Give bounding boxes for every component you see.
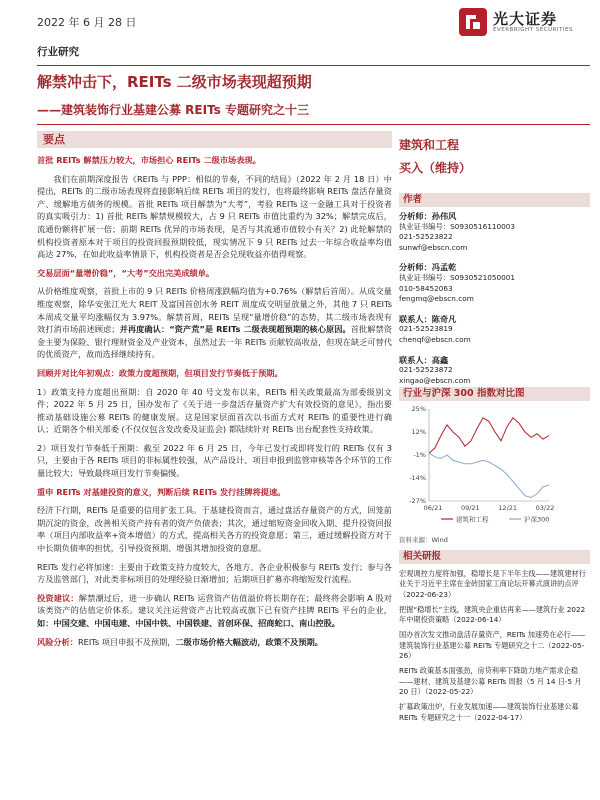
paragraph-bold: 并再度确认：“资产荒”是 REITs 二级表现超预期的核心原因。 — [119, 324, 351, 335]
chart-svg — [399, 401, 590, 531]
analyst-name: 分析师：孙伟风 — [399, 211, 457, 221]
logo-en: EVERBRIGHT SECURITIES — [493, 27, 573, 33]
analyst-line: chenqf@ebscn.com — [399, 334, 471, 344]
paragraph: 1）政策支持力度超出预期：自 2020 年 40 号文发布以来，REITs 相关政策最高为部委级别文件；2022 年 5 月 25 日，国办发布了《关于进一步盘活存量资产扩大有效投资的意见》，指出要推动基础设施公募 REITs 的健康发展。这是国家层面首次以书面方式对 REITs 的重要性进行确认；近期各个相关部委 (不仅仅包含发改委及证监会) 都陆续针对 REITs 出台配套性支持政策。 — [37, 386, 392, 435]
legend-label: 沪深300 — [524, 515, 550, 524]
paragraph-text: REITs 项目申报不及预期， — [77, 636, 176, 647]
investment-advice-label: 投资建议： — [37, 592, 79, 603]
x-tick-label: 09/21 — [460, 504, 480, 512]
logo-mark-icon — [459, 8, 487, 36]
paragraph-text: 从价格维度观察，首批上市的 9 只 REITs 价格周涨跌幅均值为+0.76%（解禁后首周）。从成交量维度观察，除华安张江光大 REIT 及富国首创水务 REIT 周度成交明显放量之外，其他 7 只 REITs 本周成交量平均涨幅仅为 3.97%。解禁首周，REITs 呈现“量增价稳”的态势，其二级市场表现有效打消市场前述顾虑； — [37, 286, 392, 335]
analyst-line: fengmq@ebscn.com — [399, 294, 474, 304]
related-label: 相关研报 — [399, 550, 590, 564]
analyst-block — [399, 262, 590, 304]
analyst-line: 021-52523819 — [399, 324, 453, 334]
paragraph — [37, 285, 392, 361]
side-column — [399, 131, 590, 722]
analyst-line: xingao@ebscn.com — [399, 375, 471, 385]
analyst-line: 021-52523872 — [399, 365, 453, 375]
rating-sector: 建筑和工程 — [399, 138, 460, 152]
paragraph-text: 解禁潮过后，进一步确认 REITs 运营资产估值溢价将长期存在；最终将会影响 A 股对该类资产的估值定价体系。建议关注运营资产占比较高或旗下已有资产挂牌 REITs 平台的企业， — [37, 592, 392, 616]
highlight-heading: 回顾并对比年初观点：政策力度超预期，但项目发行节奏低于预期。 — [37, 367, 283, 378]
paragraph — [37, 592, 392, 630]
related-item[interactable]: REITs 政策基本面强劲，房贷利率下降助力地产需求企稳——建材、建筑及基建公募 REITs 周报（5 月 14 日-5 月 20 日）（2022-05-22） — [399, 666, 582, 696]
report-category: 行业研究 — [37, 46, 79, 58]
analyst-block — [399, 355, 590, 387]
highlight-heading: 首批 REITs 解禁压力较大，市场担心 REITs 二级市场表现。 — [37, 155, 261, 165]
y-tick-label: 25% — [411, 405, 426, 413]
analyst-block — [399, 314, 590, 346]
analyst-line: 021-52523822 — [399, 232, 453, 242]
report-title: 解禁冲击下，REITs 二级市场表现超预期 — [37, 73, 312, 91]
divider — [37, 65, 590, 66]
analyst-line: 执业证书编号：S0930516110003 — [399, 221, 516, 231]
analyst-line: sunwf@ebscn.com — [399, 242, 468, 252]
paragraph: 2）项目发行节奏低于预期：截至 2022 年 6 月 25 日，今年已发行或即将发行的 REITs 仅有 3 只，主要由于各 REITs 项目的非标属性较强，从产品设计、项目申报到监管审核等各个环节的工作量比较大；导致最终项目发行节奏偏慢。 — [37, 442, 392, 479]
y-tick-label: 12% — [411, 428, 426, 436]
paragraph-text: 首批解禁资金主要为保险、银行理财资金及产业资本，虽然过去一年 REITs 贡献较高收益，但现在缺乏可替代的优质资产，故而选择继续持有。 — [37, 324, 392, 360]
x-tick-label: 03/22 — [535, 504, 555, 512]
report-date: 2022 年 6 月 28 日 — [37, 16, 137, 29]
rating: 买入（维持） — [399, 161, 472, 175]
analyst-line: 执业证书编号：S0930521050001 — [399, 272, 516, 282]
paragraph-bold: 二级市场价格大幅波动，政策不及预期。 — [175, 636, 323, 647]
logo-name: 光大证券 — [493, 10, 558, 28]
legend-label: 建筑和工程 — [456, 515, 489, 524]
paragraph: REITs 发行必将加速：主要由于政策支持力度较大，各地方、各企业积极参与 REITs 发行；参与各方及监管部门，对此类非标项目的处理经验日渐增加；后期项目扩募亦将缩短发行流程。 — [37, 561, 392, 585]
chart-source: 资料来源：Wind — [399, 536, 448, 544]
y-tick-label: -1% — [413, 451, 426, 459]
risk-label: 风险分析： — [37, 636, 78, 647]
related-item[interactable]: 国办首次发文推动盘活存量资产，REITs 加速势在必行——建筑装饰行业基建公募 REITs 专题研究之十二（2022-05-26） — [399, 630, 586, 661]
analyst-name: 联系人：高鑫 — [399, 354, 449, 365]
paragraph — [37, 636, 392, 649]
related-item[interactable]: 扩募政策出炉，行业发展加速——建筑装饰行业基建公募 REITs 专题研究之十一（2022-04-17） — [399, 702, 579, 722]
broker-logo — [459, 6, 589, 40]
y-tick-label: -14% — [409, 474, 426, 482]
paragraph: 经济下行期，REITs 是重要的信用扩张工具。于基建投资而言，通过盘活存量资产的方式，回笼前期沉淀的资金，改善相关资产持有者的资产负债表；其次，通过缩短资金回收入期、提升投资回报率（项目内部收益率+资本增值）的方式，提高相关各方的投资意愿；第三，通过缓解投资方对于中长期负债率的担忧，引导投资预期、增强其增加投资的意愿。 — [37, 505, 392, 554]
y-tick-label: -27% — [409, 497, 426, 505]
section-label-key-points: 要点 — [37, 131, 392, 148]
paragraph: 我们在前期深度报告《REITs 与 PPP：相似的节奏，不同的结局》（2022 年 2 月 18 日）中提出，REITs 的二级市场表现将直接影响后续 REITs 项目的发行，也将最终影响 REITs 盘活存量资产、缓解地方债务的规模。首批 REITs 项目解禁为“大考”，考验 REITs 这一金融工具对于投资者的真实吸引力：1) 首批 REITs 解禁规模较大，占 9 只 REITs 市值比重约为 32%；解禁完成后，流通份额将扩展一倍；前期 REITs 优异的市场表现，是否与其流通市值较小有关？2) 此轮解禁的机构投资者原本对于项目的投资回报预期较低，现实情况下 9 只 REITs 过去一年综合收益率均值高达 27%，在如此收益率情景下，机构投资者是否会兑现收益亦值得观察。 — [37, 173, 392, 260]
authors-label: 作者 — [399, 193, 590, 207]
highlight-heading: 重申 REITs 对基建投资的意义，判断后续 REITs 发行挂牌将提速。 — [37, 486, 286, 497]
series-line-1 — [429, 453, 549, 497]
index-comparison-chart — [399, 387, 590, 544]
series-line-0 — [429, 418, 549, 453]
main-column — [37, 131, 392, 648]
report-subtitle: ——建筑装饰行业基建公募 REITs 专题研究之十三 — [37, 103, 309, 117]
related-item[interactable]: 把握“稳增长”主线，建筑央企重估再来——建筑行业 2022 年中期投资策略（2022-06-14） — [399, 604, 586, 625]
analyst-block — [399, 211, 590, 253]
divider — [37, 124, 590, 125]
x-tick-label: 12/21 — [498, 504, 518, 512]
highlight-heading: 交易层面“量增价稳”，“大考”交出完美成绩单。 — [37, 267, 215, 278]
chart-label: 行业与沪深 300 指数对比图 — [399, 387, 590, 401]
analyst-name: 联系人：陈奇凡 — [399, 313, 457, 324]
related-item[interactable]: 宏观调控力度将加强，稳增长是下半年主线——建筑建材行业关于习近平主席在金砖国家工商论坛开幕式演讲的点评（2022-06-23） — [399, 569, 586, 599]
related-research — [399, 550, 590, 723]
x-tick-label: 06/21 — [423, 504, 443, 512]
analyst-line: 010-58452063 — [399, 283, 453, 293]
paragraph-bold: 如：中国交建、中国电建、中国中铁、中国铁建、首创环保、招商蛇口、南山控股。 — [37, 618, 340, 628]
analyst-name: 分析师：冯孟乾 — [399, 262, 457, 273]
